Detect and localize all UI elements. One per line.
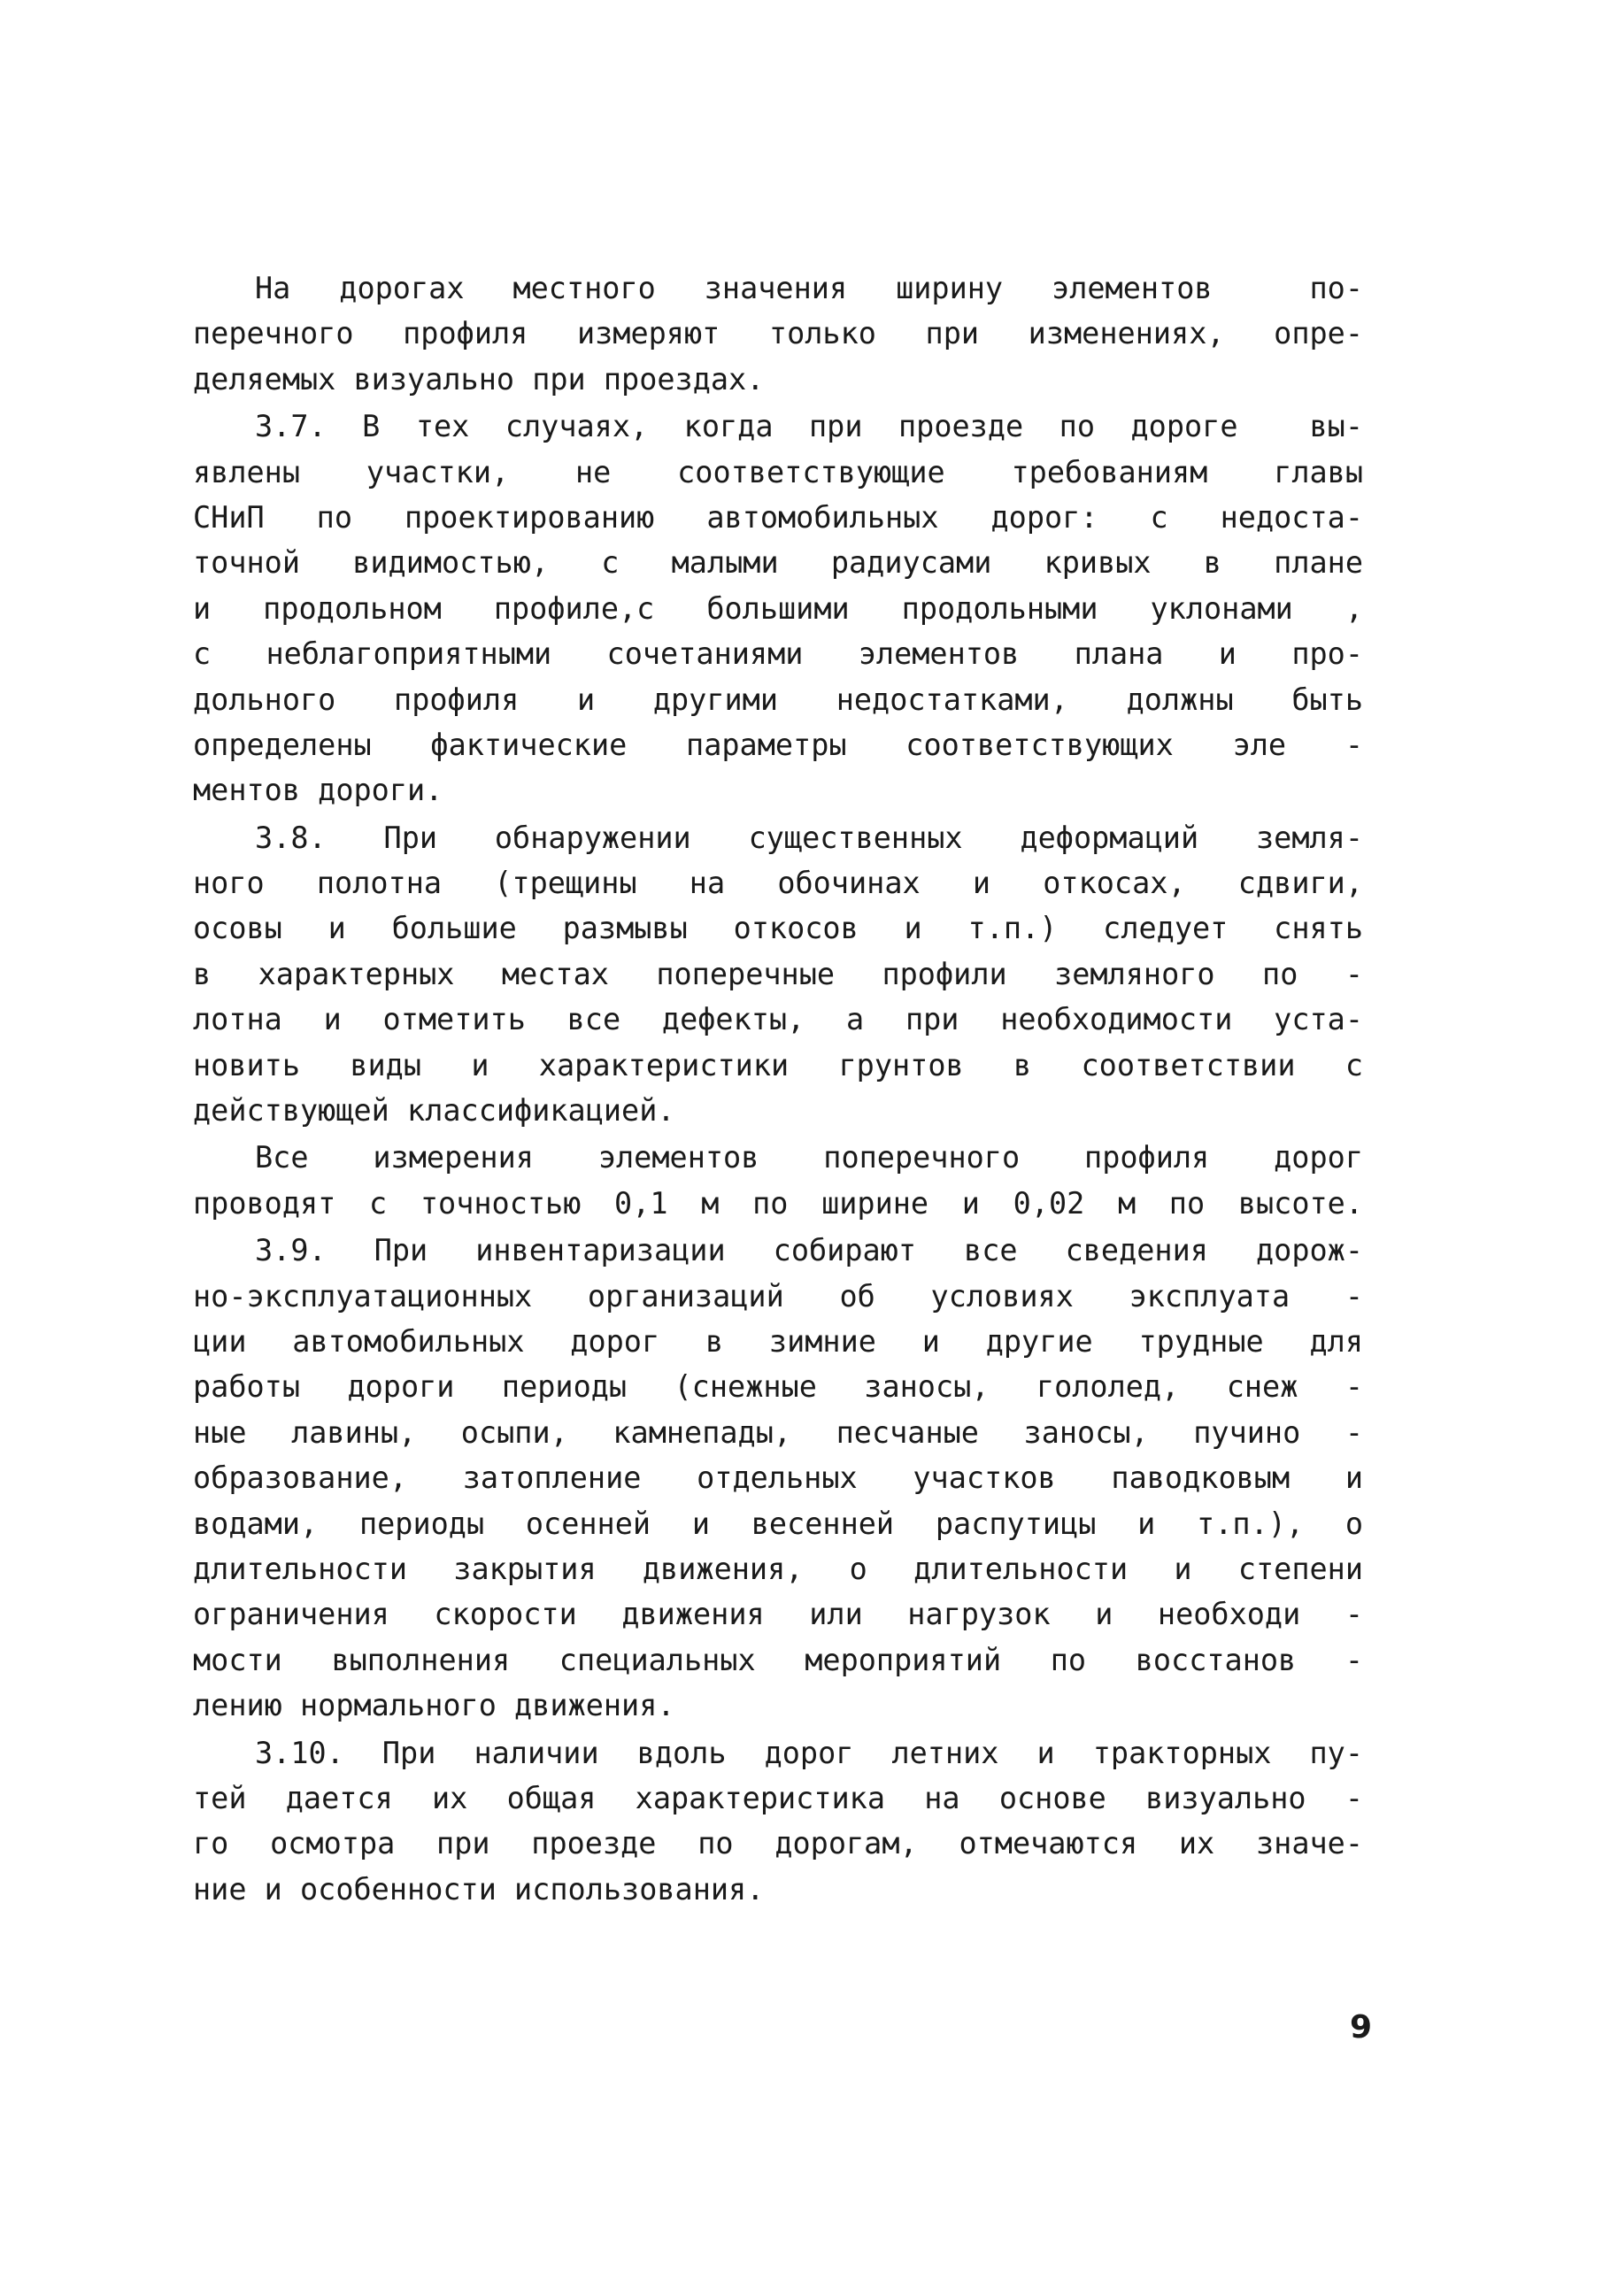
text-line: лотна и отметить все дефекты, а при необходимости уста- (193, 1002, 1363, 1037)
text-line: 3.8. При обнаружении существенных деформаций земля- (255, 820, 1363, 855)
text-line: с неблагоприятными сочетаниями элементов плана и про- (193, 636, 1363, 672)
text-line: определены фактические параметры соответствующих эле - (193, 727, 1363, 762)
text-line: ного полотна (трещины на обочинах и откосах, сдвиги, (193, 866, 1363, 901)
text-line: 3.9. При инвентаризации собирают все сведения дорож- (255, 1233, 1363, 1268)
text-line: тей дается их общая характеристика на основе визуально - (193, 1780, 1363, 1815)
text-line: лению нормального движения. (193, 1688, 675, 1723)
text-line: мости выполнения специальных мероприятий по восстанов - (193, 1642, 1363, 1677)
text-line: проводят с точностью 0,1 м по ширине и 0,02 м по высоте. (193, 1185, 1363, 1221)
body-text (193, 266, 1363, 1912)
text-line: ограничения скорости движения или нагрузок и необходи - (193, 1597, 1363, 1632)
text-line: длительности закрытия движения, о длительности и степени (193, 1551, 1363, 1586)
text-line: но-эксплуатационных организаций об условиях эксплуата - (193, 1278, 1363, 1314)
text-line: перечного профиля измеряют только при изменениях, опре- (193, 316, 1363, 351)
text-line: ментов дороги. (193, 773, 443, 808)
text-line: осовы и большие размывы откосов и т.п.) следует снять (193, 911, 1363, 946)
text-line: СНиП по проектированию автомобильных дорог: с недоста- (193, 499, 1363, 535)
text-line: явлены участки, не соответствующие требованиям главы (193, 454, 1363, 489)
text-line: деляемых визуально при проездах. (193, 361, 765, 397)
paragraph-3-9 (193, 1228, 1363, 1728)
text-line: в характерных местах поперечные профили земляного по - (193, 956, 1363, 991)
text-line: работы дороги периоды (снежные заносы, гололед, снеж - (193, 1369, 1363, 1405)
text-line: ции автомобильных дорог в зимние и другие трудные для (193, 1323, 1363, 1359)
text-line: 3.7. В тех случаях, когда при проезде по дороге вы- (255, 409, 1363, 444)
text-line: ные лавины, осыпи, камнепады, песчаные заносы, пучино - (193, 1414, 1363, 1450)
text-line: го осмотра при проезде по дорогам, отмечаются их значе- (193, 1826, 1363, 1861)
text-line: дольного профиля и другими недостатками, должны быть (193, 682, 1363, 717)
paragraph-3-7 (193, 404, 1363, 813)
text-line: новить виды и характеристики грунтов в соответствии с (193, 1047, 1363, 1083)
text-line: точной видимостью, с малыми радиусами кривых в плане (193, 545, 1363, 581)
paragraph-3-8 (193, 815, 1363, 1134)
text-line: действующей классификацией. (193, 1093, 675, 1129)
text-line: ние и особенности использования. (193, 1871, 765, 1907)
text-line: водами, периоды осенней и весенней распутицы и т.п.), о (193, 1506, 1363, 1541)
text-line: На дорогах местного значения ширину элементов по- (255, 271, 1363, 305)
paragraph-local-roads (193, 266, 1363, 402)
paragraph-measurements (193, 1135, 1363, 1226)
paragraph-3-10 (193, 1730, 1363, 1913)
page-number: 9 (1349, 2009, 1372, 2046)
text-line: 3.10. При наличии вдоль дорог летних и тракторных пу- (255, 1735, 1363, 1770)
text-line: образование, затопление отдельных участков паводковым и (193, 1460, 1363, 1496)
text-line: и продольном профиле,с большими продольными уклонами , (193, 590, 1363, 626)
text-line: Все измерения элементов поперечного профиля дорог (255, 1140, 1363, 1175)
